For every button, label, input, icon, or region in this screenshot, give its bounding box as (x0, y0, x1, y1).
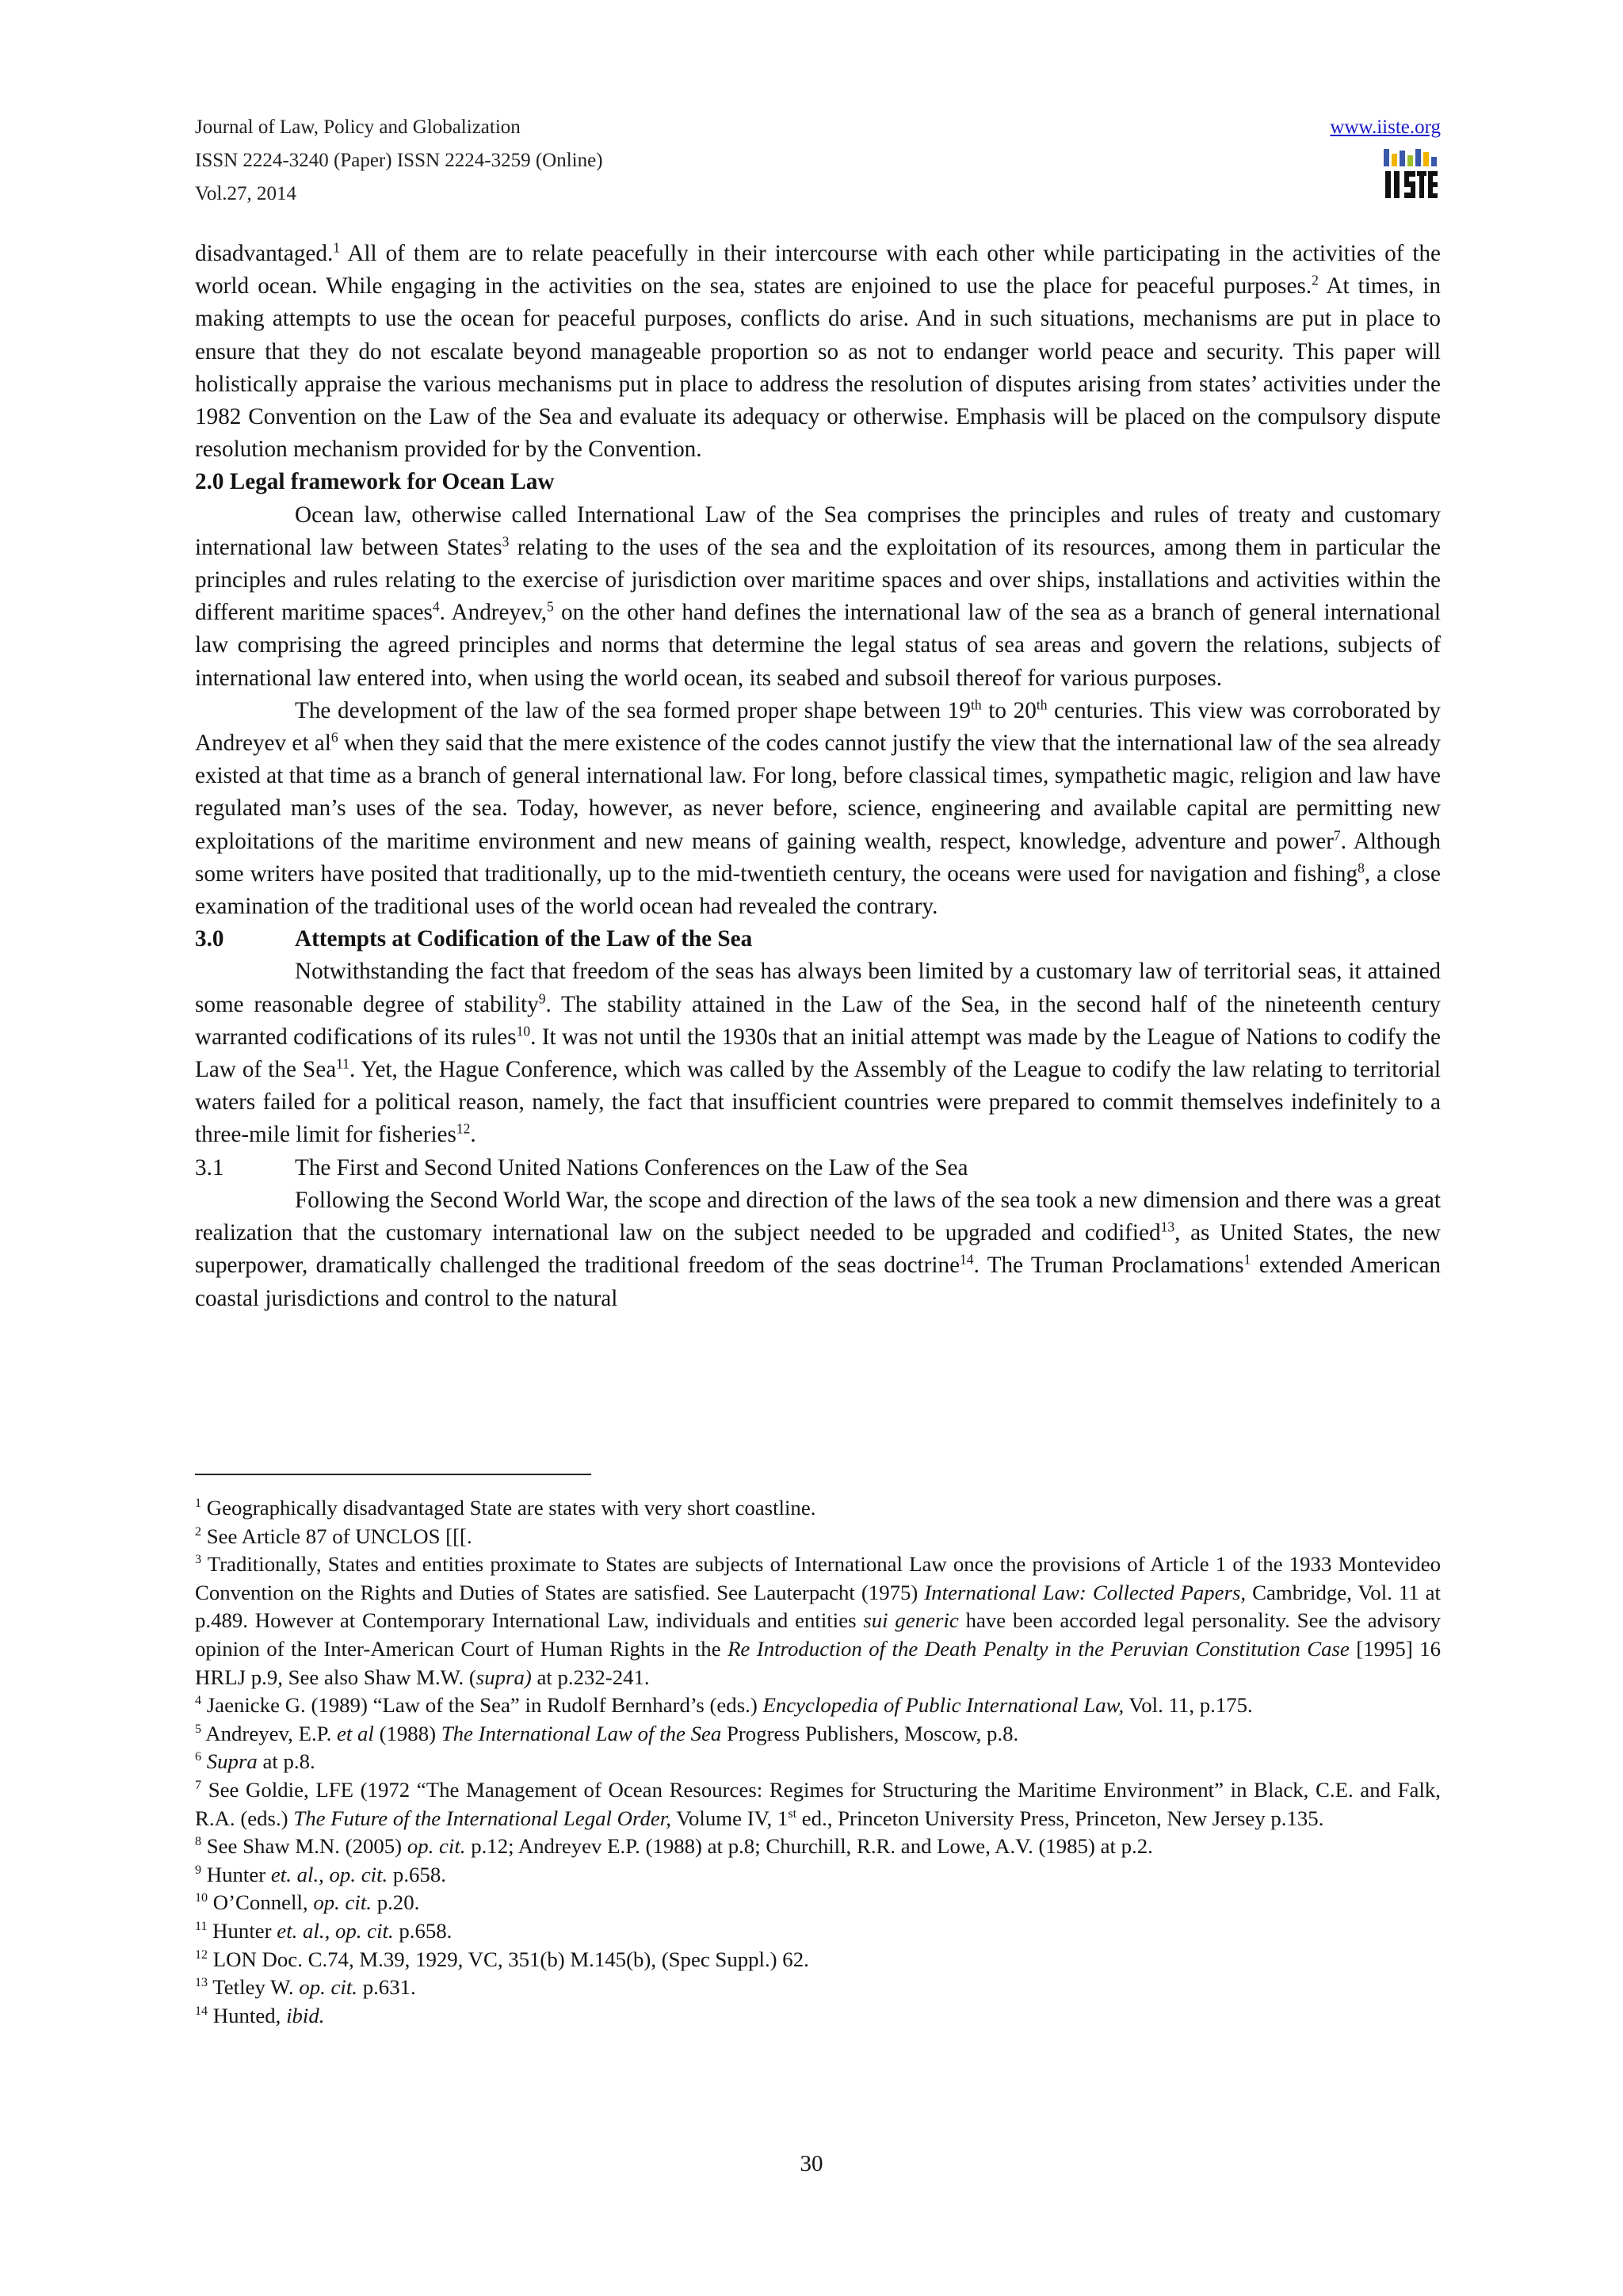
journal-title: Journal of Law, Policy and Globalization (195, 116, 521, 138)
footnote-7: $^7$ See Goldie, LFE (1972 “The Management of Ocean Resources: Regimes for Structuring the Maritime Environment” in Black, C.E. and Falk, R.A. (eds.) The Future of the International Legal Order, Volume IV, 1st ed., Princeton University Press, Princeton, New Jersey p.135. (195, 1777, 1441, 1830)
footnote-ref-11[interactable]: 11 (336, 1055, 350, 1072)
journal-website-link[interactable]: www.iiste.org (1330, 116, 1441, 138)
paragraph-development: The development of the law of the sea formed proper shape between 19th to 20th centuries. This view was corroborated by Andreyev et $al^6$ when they said that the mere existence of the codes cannot justify the view that the international law of the sea already existed at that time as a branch of general international law. For long, before classical times, sympathetic magic, religion and law have regulated man’s uses of the sea. Today, however, as never before, science, engineering and available capital are permitting new exploitations of the maritime environment and new means of gaining wealth, respect, knowledge, adventure and power$^7$. Although some writers have posited that traditionally, up to the mid-twentieth century, the oceans were used for navigation and fishing$^8$, a close examination of the traditional uses of the world ocean had revealed the contrary. (195, 696, 1442, 920)
footnote-ref-13[interactable]: 13 (1160, 1219, 1175, 1235)
footnote-ref-15[interactable]: 1 (1243, 1251, 1251, 1268)
section-heading-3-0: 3.0 Attempts at Codification of the Law of the Sea (195, 926, 753, 952)
footnote-6: $^6$ Supra at p.8. (195, 1749, 315, 1774)
footnote-ref-1[interactable]: 1 (333, 239, 341, 256)
footnote-divider (195, 1474, 591, 1475)
footnote-3: $^3$ Traditionally, States and entities proximate to States are subjects of International Law once the provisions of Article 1 of the 1933 Montevideo Convention on the Rights and Duties of States are satisfied. See Lauterpacht (1975) International Law: Collected Papers, Cambridge, Vol. 11 at p.489. However at Contemporary International Law, individuals and entities sui generic have been accorded legal personality. See the advisory opinion of the Inter-American Court of Human Rights in the Re Introduction of the Death Penalty in the Peruvian Constitution Case [1995] 16 HRLJ p.9, See also Shaw M.W. (supra) at p.232-241. (195, 1552, 1442, 1689)
paragraph-second-world-war: Following the Second World War, the scope and direction of the laws of the sea took a new dimension and there was a great realization that the customary international law on the subject needed to be upgraded and codified$^{13}$, as United States, the new superpower, dramatically challenged the traditional freedom of the seas doctrine$^{14}$. The Truman Proclamations$^1$ extended American coastal jurisdictions and control to the natural (195, 1187, 1441, 1311)
footnote-14: $^{14}$ Hunted, ibid. (195, 2003, 325, 2027)
footnote-ref-12[interactable]: 12 (456, 1120, 471, 1137)
article-body (195, 238, 1441, 1315)
journal-issn: ISSN 2224-3240 (Paper) ISSN 2224-3259 (Online) (195, 150, 603, 171)
journal-volume: Vol.27, 2014 (195, 183, 297, 204)
paragraph-intro: disadvantaged.$^1$ All of them are to relate peacefully in their intercourse with each other while participating in the activities of the world ocean. While engaging in the activities on the sea, states are enjoined to use the place for peaceful purposes.$^2$ At times, in making attempts to use the ocean for peaceful purposes, conflicts do arise. And in such situations, mechanisms are put in place to ensure that they do not escalate beyond manageable proportion so as not to endanger world peace and security. This paper will holistically appraise the various mechanisms put in place to address the resolution of disputes arising from states’ activities under the 1982 Convention on the Law of the Sea and evaluate its adequacy or otherwise. Emphasis will be placed on the compulsory dispute resolution mechanism provided for by the Convention. (195, 239, 1442, 463)
footnote-ref-5[interactable]: 5 (547, 598, 554, 615)
footnote-5: $^5$ Andreyev, E.P. et al (1988) The International Law of the Sea Progress Publishers, Moscow, p.8. (195, 1721, 1019, 1745)
footnote-13: $^{13}$ Tetley W. op. cit. p.631. (195, 1975, 416, 2000)
footnote-ref-10[interactable]: 10 (516, 1023, 531, 1039)
footnote-4: $^4$ Jaenicke G. (1989) “Law of the Sea” in Rudolf Bernhard’s (eds.) Encyclopedia of Public International Law, Vol. 11, p.175. (195, 1693, 1253, 1718)
subsection-heading-3-1: 3.1 The First and Second United Nations Conferences on the Law of the Sea (195, 1154, 968, 1180)
page-number: 30 (800, 2151, 823, 2176)
footnote-ref-6[interactable]: 6 (330, 729, 338, 746)
paragraph-ocean-law: Ocean law, otherwise called International Law of the Sea comprises the principles and rules of treaty and customary international law between States$^3$ relating to the uses of the sea and the exploitation of its resources, among them in particular the principles and rules relating to the exercise of jurisdiction over maritime spaces and over ships, installations and activities within the different maritime spaces$^4$. Andreyev,$^5$ on the other hand defines the international law of the sea as a branch of general international law comprising the agreed principles and norms that determine the legal status of sea areas and govern the relations, subjects of international law entered into, when using the world ocean, its seabed and subsoil thereof for various purposes. (195, 502, 1441, 691)
footnote-ref-4[interactable]: 4 (432, 598, 440, 615)
footnote-ref-3[interactable]: 3 (502, 533, 510, 550)
footnote-1: $^1$ Geographically disadvantaged State are states with very short coastline. (195, 1496, 816, 1520)
footnote-ref-8[interactable]: 8 (1358, 860, 1365, 876)
footnote-10: $^{10}$ O’Connell, op. cit. p.20. (195, 1890, 420, 1915)
journal-header (195, 111, 603, 211)
paragraph-codification: Notwithstanding the fact that freedom of the seas has always been limited by a customary law of territorial seas, it attained some reasonable degree of stability$^9$. The stability attained in the Law of the Sea, in the second half of the nineteenth century warranted codifications of its rules$^{10}$. It was not until the 1930s that an initial attempt was made by the League of Nations to codify the Law of the Sea$^{11}$. Yet, the Hague Conference, which was called by the Assembly of the League to codify the law relating to territorial waters failed for a political reason, namely, the fact that insufficient countries were prepared to commit themselves indefinitely to a three-mile limit for fisheries$^{12}$. (195, 959, 1441, 1148)
footnote-ref-7[interactable]: 7 (1333, 826, 1341, 843)
section-heading-2-0: 2.0 Legal framework for Ocean Law (195, 469, 555, 495)
footnote-ref-14[interactable]: 14 (960, 1251, 974, 1268)
footnote-ref-9[interactable]: 9 (538, 990, 546, 1006)
footnote-ref-2[interactable]: 2 (1312, 272, 1319, 288)
footnotes (195, 1494, 1441, 2030)
footnote-2: $^2$ See Article 87 of UNCLOS [[[. (195, 1524, 472, 1548)
footnote-11: $^{11}$ Hunter et. al., op. cit. p.658. (195, 1918, 453, 1943)
footnote-12: $^{12}$ LON Doc. C.74, M.39, 1929, VC, 351(b) M.145(b), (Spec Suppl.) 62. (195, 1947, 809, 1971)
footnote-9: $^9$ Hunter et. al., op. cit. p.658. (195, 1862, 446, 1886)
iiste-logo-icon (1382, 147, 1439, 200)
footnote-8: $^8$ See Shaw M.N. (2005) op. cit. p.12; Andreyev E.P. (1988) at p.8; Churchill, R.R. and Lowe, A.V. (1985) at p.2. (195, 1834, 1153, 1859)
